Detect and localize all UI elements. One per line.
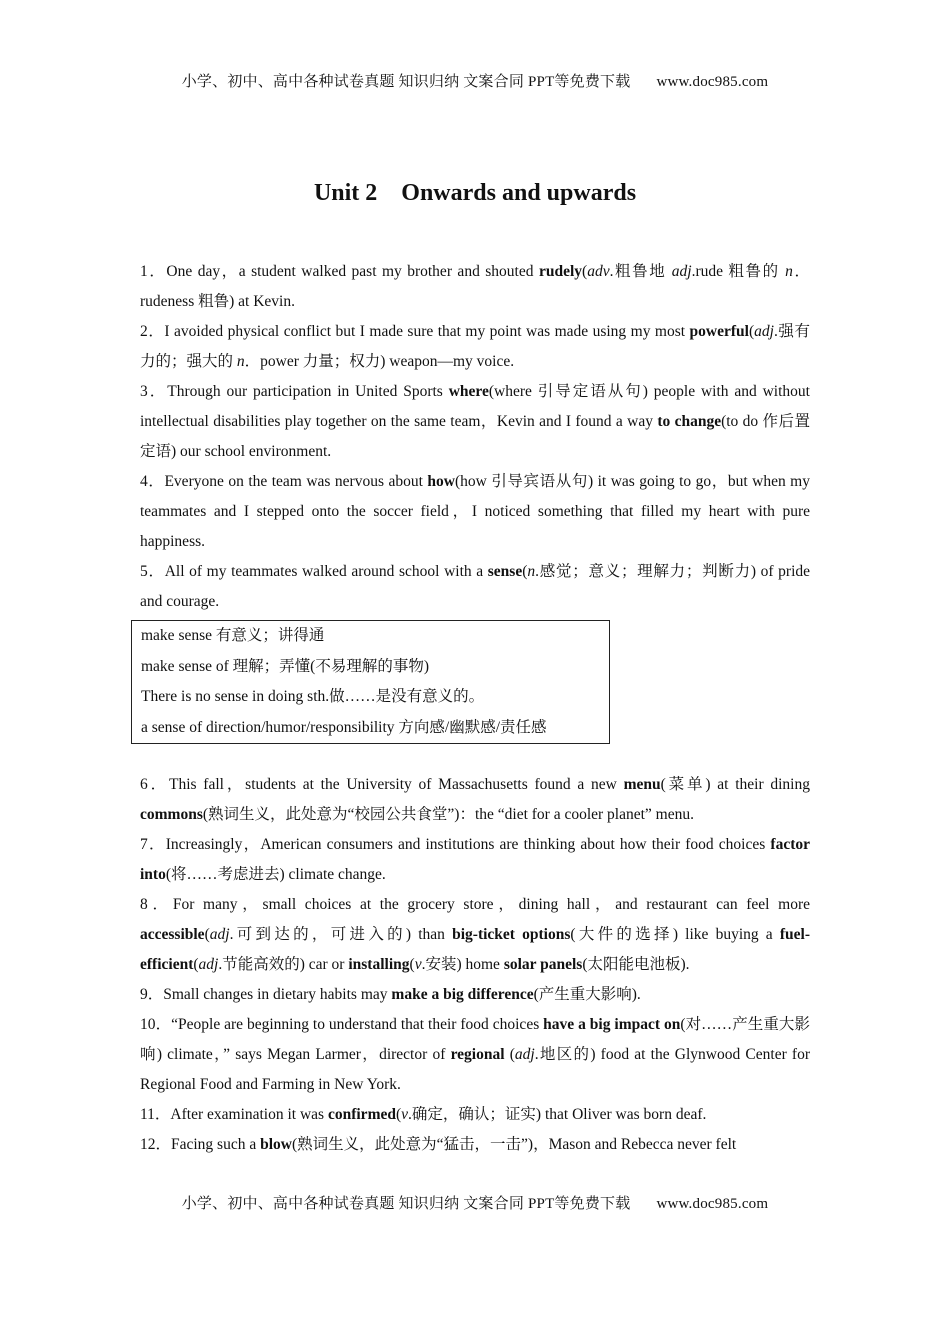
note-item-10: 10．“People are beginning to understand that their food choices have a big impact on(对……产生重大影响) climate，” says Megan Larmer，director of regional (adj.地区的) food at the Glynwood Center for Regional Food and Farming in New York. xyxy=(140,1016,810,1093)
note-item-9: 9．Small changes in dietary habits may make a big difference(产生重大影响). xyxy=(140,986,641,1003)
header-url[interactable]: www.doc985.com xyxy=(656,74,769,90)
page-title: Unit 2 Onwards and upwards xyxy=(313,180,637,206)
note-item-7: 7．Increasingly，American consumers and institutions are thinking about how their food choices factor into(将……考虑进去) climate change. xyxy=(140,836,810,883)
note-item-5: 5．All of my teammates walked around school with a sense(n.感觉；意义；理解力；判断力) of pride and courage. xyxy=(140,563,811,610)
phrase-line: make sense of 理解；弄懂(不易理解的事物) xyxy=(141,657,429,675)
note-item-8: 8．For many，small choices at the grocery store，dining hall，and restaurant can feel more accessible(adj.可到达的，可进入的) than big-ticket options(大件的选择) like buying a fuel-efficient(adj.节能高效的) car or installing(v.安装) home solar panels(太阳能电池板). xyxy=(140,896,810,973)
header-text: 小学、初中、高中各种试卷真题 知识归纳 文案合同 PPT等免费下载 xyxy=(181,74,631,90)
footer-url[interactable]: www.doc985.com xyxy=(656,1196,769,1212)
footer-text: 小学、初中、高中各种试卷真题 知识归纳 文案合同 PPT等免费下载 xyxy=(181,1196,631,1212)
note-item-2: 2．I avoided physical conflict but I made sure that my point was made using my most powerful(adj.强有力的；强大的 n．power 力量；权力) weapon—my voice. xyxy=(140,323,810,370)
vocabulary-notes xyxy=(140,257,810,1160)
note-item-4: 4．Everyone on the team was nervous about how(how 引导宾语从句) it was going to go，but when my teammates and I stepped onto the soccer field，I noticed something that filled my heart with pure happiness. xyxy=(140,473,810,550)
phrase-line: make sense 有意义；讲得通 xyxy=(141,627,325,644)
note-item-6: 6．This fall，students at the University of Massachusetts found a new menu(菜单) at their dining commons(熟词生义，此处意为“校园公共食堂”)：the “diet for a cooler planet” menu. xyxy=(140,776,810,823)
note-item-3: 3．Through our participation in United Sports where(where 引导定语从句) people with and without intellectual disabilities play together on the same team，Kevin and I found a way to change(to do 作后置定语) our school environment. xyxy=(140,383,810,460)
phrase-line: There is no sense in doing sth.做……是没有意义的。 xyxy=(141,688,485,705)
note-item-11: 11．After examination it was confirmed(v.确定，确认；证实) that Oliver was born deaf. xyxy=(140,1106,707,1123)
phrase-line: a sense of direction/humor/responsibility 方向感/幽默感/责任感 xyxy=(141,718,547,736)
page-header xyxy=(0,70,950,91)
sense-phrases-box xyxy=(131,620,610,744)
note-item-1: 1．One day，a student walked past my brother and shouted rudely(adv.粗鲁地 adj.rude 粗鲁的 n．rudeness 粗鲁) at Kevin. xyxy=(140,263,810,310)
note-item-12: 12．Facing such a blow(熟词生义，此处意为“猛击，一击”)，Mason and Rebecca never felt xyxy=(140,1136,737,1153)
page-footer xyxy=(0,1192,950,1213)
